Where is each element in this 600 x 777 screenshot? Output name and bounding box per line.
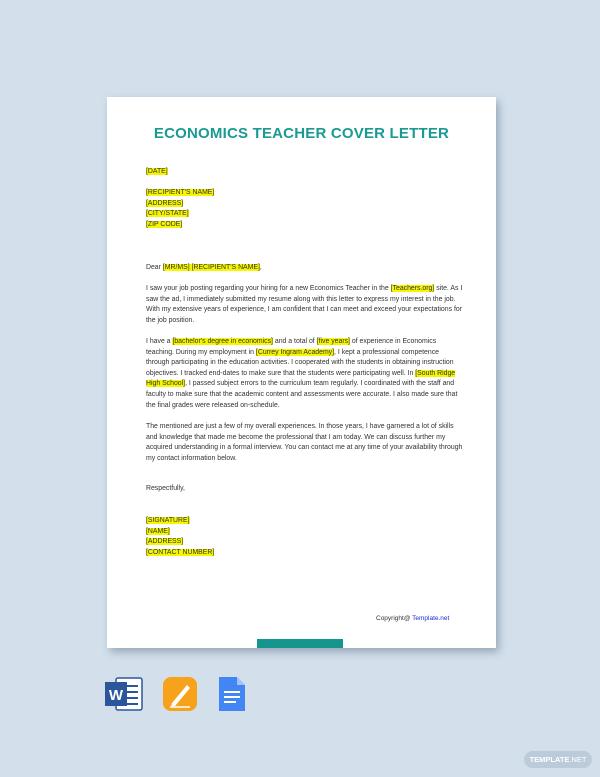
recipient-name: [RECIPIENT'S NAME] <box>146 189 215 196</box>
name-placeholder: [NAME] <box>146 527 170 535</box>
date-line <box>146 167 464 178</box>
copyright-link[interactable]: Template.net <box>412 615 450 622</box>
signature-block <box>146 516 464 558</box>
text-segment: site. As I saw the ad, I immediately submitted my resume along with this letter to express my interest in the job. With my extensive years of experience, I am confident that I can meet and exceed your expectations for the job position. <box>146 285 463 324</box>
paragraph-2 <box>146 337 464 411</box>
highlighted-placeholder: [MR/MS] [RECIPIENT'S NAME] <box>162 264 260 271</box>
recipient-city: [CITY/STATE] <box>146 210 189 218</box>
paragraph-1 <box>146 284 464 326</box>
text-segment: Dear <box>146 264 163 271</box>
address-placeholder: [ADDRESS] <box>146 538 184 546</box>
contact-placeholder: [CONTACT NUMBER] <box>146 548 215 556</box>
copyright <box>376 615 449 622</box>
highlighted-placeholder: [five years] <box>316 338 350 345</box>
svg-text:W: W <box>108 687 124 704</box>
text-segment: I saw your job posting regarding your hiring for a new Economics Teacher in the <box>146 285 391 292</box>
recipient-address: [ADDRESS] <box>146 199 184 207</box>
recipient-block <box>146 188 464 230</box>
google-docs-icon[interactable] <box>218 676 246 717</box>
text-segment: , I passed subject errors to the curriculum team regularly. I coordinated with the staff and faculty to make sure that the academic content and assessments were accurate. I also made sure that the final grades were released on-schedule. <box>146 380 458 409</box>
paragraph-3 <box>146 422 464 464</box>
pages-icon[interactable] <box>162 676 198 717</box>
text-segment: and a total of <box>272 338 317 345</box>
text-segment: , <box>259 264 262 271</box>
text-segment: I have a <box>146 338 173 345</box>
signature-placeholder: [SIGNATURE] <box>146 517 190 524</box>
template-net-watermark: TEMPLATE.NET <box>524 751 592 768</box>
closing: Respectfully, <box>146 485 185 492</box>
salutation <box>146 263 464 274</box>
document-preview <box>107 97 496 648</box>
highlighted-placeholder: [South Ridge High School] <box>146 369 456 388</box>
highlighted-placeholder: [bachelor's degree in economics] <box>172 338 273 345</box>
accent-bar <box>257 639 343 648</box>
highlighted-placeholder: [Teachers.org] <box>390 285 435 292</box>
copyright-prefix: Copyright@ <box>376 615 413 622</box>
document-title: ECONOMICS TEACHER COVER LETTER <box>153 125 450 142</box>
date-placeholder: [DATE] <box>146 168 168 175</box>
text-segment: , I kept a professional competence through participating in the education activities. I cooperated with the students in obtaining instruction objectives. I tracked end-dates to make sure that the students were participating well. In <box>146 348 454 377</box>
text-segment: of experience in Economics teaching. During my employment in <box>146 338 437 356</box>
word-icon[interactable] <box>104 676 144 717</box>
recipient-zip: [ZIP CODE] <box>146 220 183 228</box>
text-segment: The mentioned are just a few of my overall experiences. In those years, I have garnered a lot of skills and knowledge that made me become the professional that I am today. We can discuss further my acquired understanding in a formal interview. You can contact me at any time of your availability through my contact information below. <box>146 423 463 462</box>
highlighted-placeholder: [Currey Ingram Academy] <box>255 348 335 356</box>
